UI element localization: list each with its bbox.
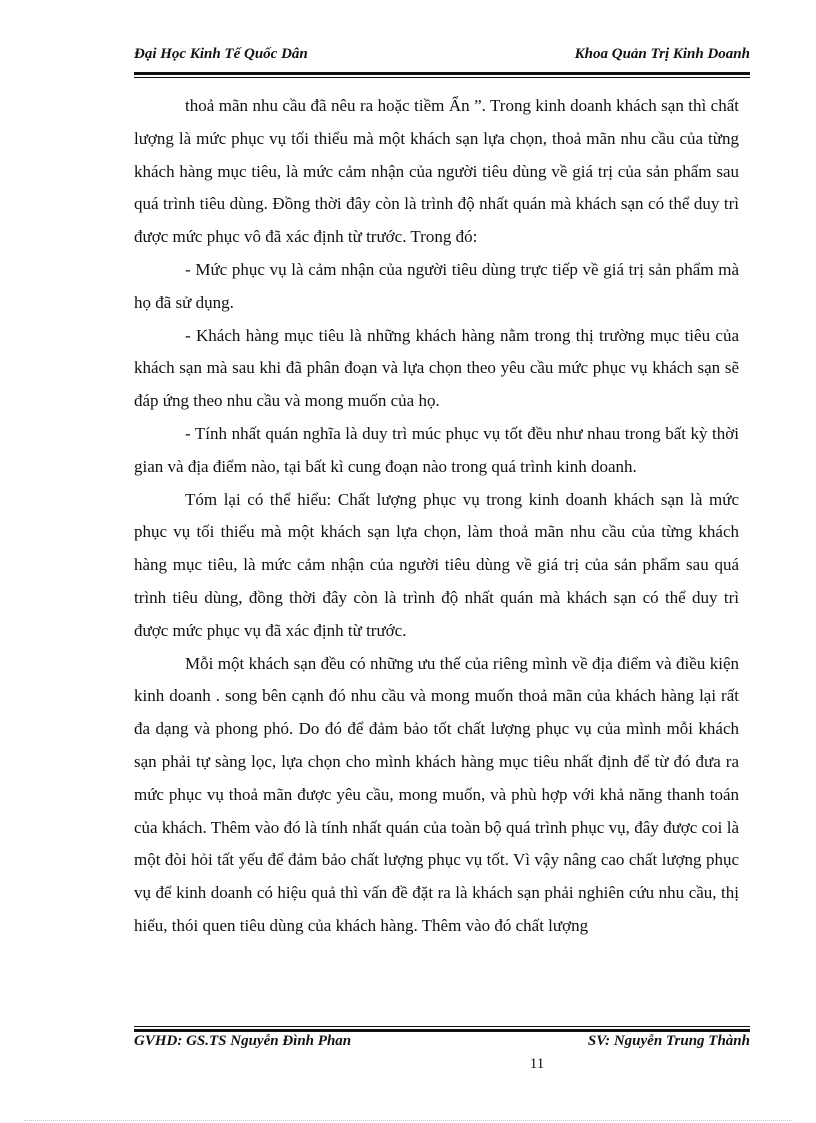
body-text: [134, 90, 739, 943]
paragraph-definition: thoả mãn nhu cầu đã nêu ra hoặc tiềm Ẩn ”. Trong kinh doanh khách sạn thì chất lượng là mức phục vụ tối thiểu mà một khách sạn lựa chọn, thoả mãn nhu cầu của từng khách hàng mục tiêu, là mức cảm nhận của người tiêu dùng về giá trị của sản phẩm sau quá trình tiêu dùng. Đồng thời đây còn là trình độ nhất quán mà khách sạn có thể duy trì được mức phục vô đã xác định từ trước. Trong đó:: [134, 96, 739, 247]
paragraph-summary: Tóm lại có thể hiểu: Chất lượng phục vụ trong kinh doanh khách sạn là mức phục vụ tối thiểu mà một khách sạn lựa chọn, làm thoả mãn nhu cầu của từng khách hàng mục tiêu, là mức cảm nhận của người tiêu dùng về giá trị của sản phẩm sau quá trình tiêu dùng, đồng thời đây còn là trình độ nhất quán mà khách sạn có thể duy trì được mức phục vụ đã xác định từ trước.: [134, 489, 739, 640]
page-edge-divider: [24, 1120, 792, 1121]
header-faculty: Khoa Quản Trị Kinh Doanh: [574, 46, 750, 62]
page-footer: [134, 1033, 750, 1050]
paragraph-hotel-advantages: Mỗi một khách sạn đều có những ưu thế của riêng mình về địa điểm và điều kiện kinh doanh . song bên cạnh đó nhu cầu và mong muốn thoả mãn của khách hàng lại rất đa dạng và phong phó. Do đó để đảm bảo tốt chất lượng phục vụ của mình mỗi khách sạn phải tự sàng lọc, lựa chọn cho mình khách hàng mục tiêu nhất định để từ đó đưa ra mức phục vụ thoả mãn được yêu cầu, mong muốn, và phù hợp với khả năng thanh toán của khách. Thêm vào đó là tính nhất quán của toàn bộ quá trình phục vụ, đây được coi là một đòi hỏi tất yếu để đảm bảo chất lượng phục vụ tốt. Vì vậy nâng cao chất lượng phục vụ để kinh doanh có hiệu quả thì vấn đề đặt ra là khách sạn phải nghiên cứu nhu cầu, thị hiếu, thói quen tiêu dùng của khách hàng. Thêm vào đó chất lượng: [134, 653, 739, 935]
header-university: Đại Học Kinh Tế Quốc Dân: [134, 46, 308, 62]
paragraph-consistency: - Tính nhất quán nghĩa là duy trì múc phục vụ tốt đều như nhau trong bất kỳ thời gian và địa điểm nào, tại bất kì cung đoạn nào trong quá trình kinh doanh.: [134, 423, 739, 476]
page-header: [134, 46, 750, 63]
footer-supervisor: GVHD: GS.TS Nguyễn Đình Phan: [134, 1033, 352, 1049]
header-rule: [134, 72, 750, 78]
paragraph-target-customers: - Khách hàng mục tiêu là những khách hàng nằm trong thị trường mục tiêu của khách sạn mà sau khi đã phân đoạn và lựa chọn theo yêu cầu mức phục vụ khách sạn sẽ đáp ứng theo nhu cầu và mong muốn của họ.: [134, 325, 739, 411]
footer-rule: [134, 1026, 750, 1032]
paragraph-service-level: - Mức phục vụ là cảm nhận của người tiêu dùng trực tiếp về giá trị sản phẩm mà họ đã sử dụng.: [134, 259, 739, 312]
page-number: 11: [529, 1056, 545, 1072]
footer-student: SV: Nguyễn Trung Thành: [587, 1033, 750, 1049]
